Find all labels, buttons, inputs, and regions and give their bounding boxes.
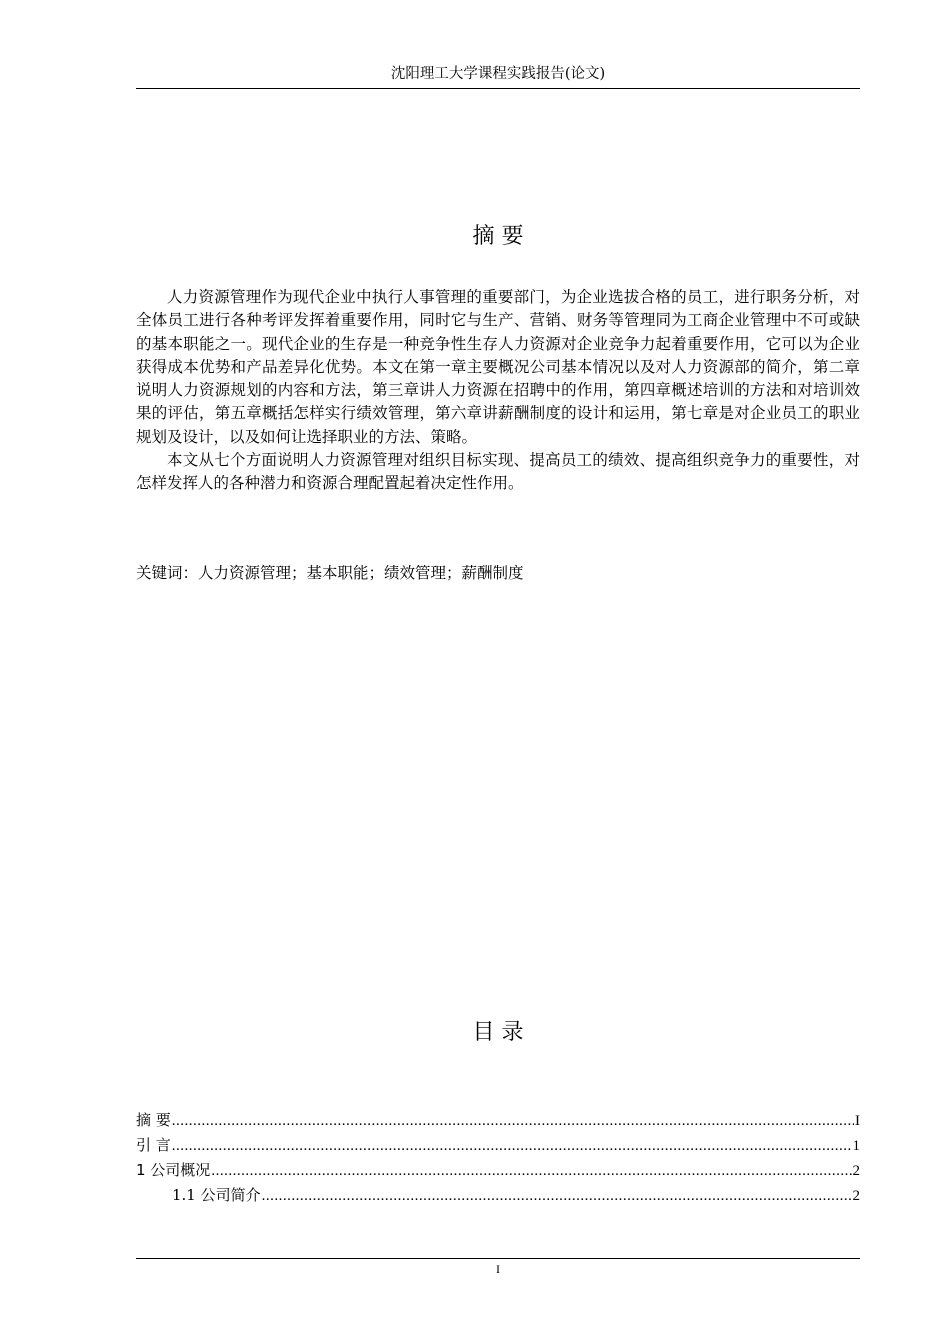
toc-entry[interactable] [136, 1108, 860, 1133]
toc-leader-dots [262, 1184, 852, 1208]
toc-entry-title: 1 公司概况 [136, 1161, 211, 1179]
toc-entry-title: 引 言 [136, 1136, 171, 1154]
abstract-paragraph: 本文从七个方面说明人力资源管理对组织目标实现、提高员工的绩效、提高组织竞争力的重要性，对怎样发挥人的各种潜力和资源合理配置起着决定性作用。 [136, 451, 860, 493]
toc-entry-page: 2 [852, 1163, 860, 1179]
toc-heading: 目 录 [472, 1020, 524, 1045]
footer-divider [136, 1258, 860, 1259]
toc-entry[interactable] [136, 1158, 860, 1183]
toc-entry[interactable] [136, 1183, 860, 1208]
abstract-paragraph: 人力资源管理作为现代企业中执行人事管理的重要部门，为企业选拔合格的员工，进行职务分析，对全体员工进行各种考评发挥着重要作用，同时它与生产、营销、财务等管理同为工商企业管理中不可或缺的基本职能之一。现代企业的生存是一种竞争性生存人力资源对企业竞争力起着重要作用，它可以为企业获得成本优势和产品差异化优势。本文在第一章主要概况公司基本情况以及对人力资源部的简介，第二章说明人力资源规划的内容和方法，第三章讲人力资源在招聘中的作用，第四章概述培训的方法和对培训效果的评估，第五章概括怎样实行绩效管理，第六章讲薪酬制度的设计和运用，第七章是对企业员工的职业规划及设计，以及如何让选择职业的方法、策略。 [136, 288, 860, 446]
keywords-label: 关键词： [136, 564, 199, 582]
abstract-heading: 摘 要 [472, 224, 524, 249]
abstract-body [136, 286, 860, 496]
page-header: 沈阳理工大学课程实践报告(论文) [390, 66, 606, 82]
toc-leader-dots [211, 1159, 851, 1183]
table-of-contents [136, 1108, 860, 1208]
keywords-line [136, 562, 860, 585]
toc-entry[interactable] [136, 1133, 860, 1158]
toc-entry-title: 1.1 公司简介 [172, 1186, 261, 1204]
keywords-text: 人力资源管理；基本职能；绩效管理；薪酬制度 [198, 564, 524, 582]
toc-entry-page: I [855, 1113, 860, 1129]
toc-entry-page: 2 [852, 1188, 860, 1204]
header-divider [136, 88, 860, 89]
toc-entry-title: 摘 要 [136, 1111, 171, 1129]
toc-leader-dots [172, 1109, 854, 1133]
toc-leader-dots [172, 1134, 852, 1158]
page-number: I [496, 1262, 500, 1276]
toc-entry-page: 1 [852, 1138, 860, 1154]
